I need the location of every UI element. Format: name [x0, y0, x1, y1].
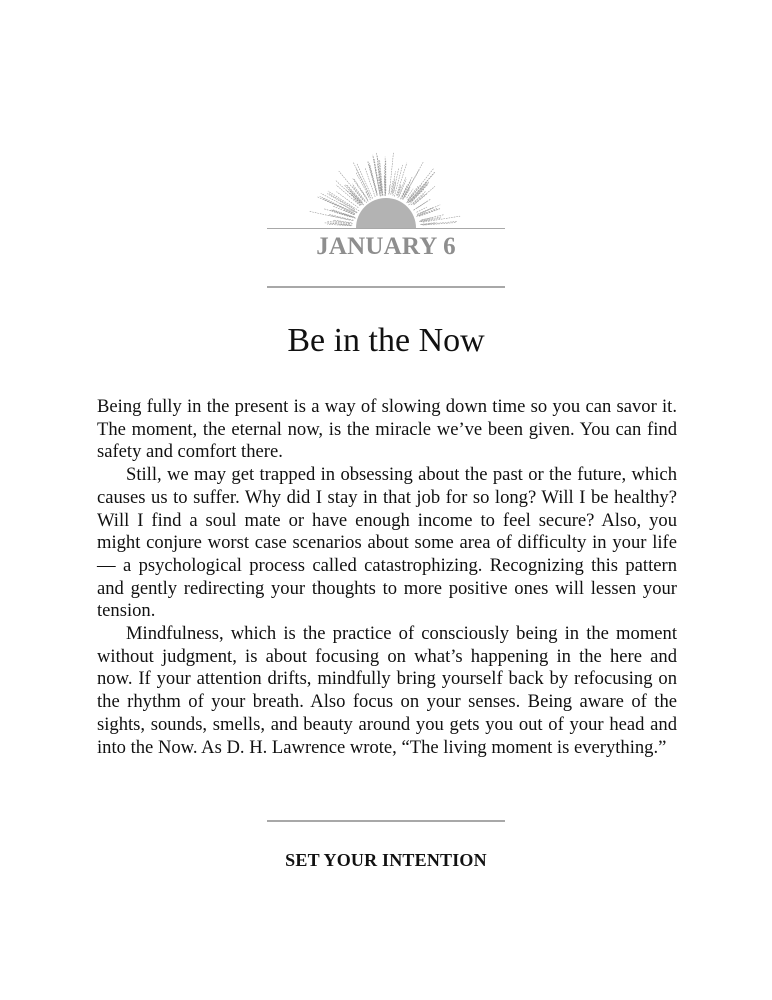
body-text	[97, 396, 677, 759]
paragraph-1: Being fully in the present is a way of slowing down time so you can savor it. The moment, the eternal now, is the miracle we’ve been given. You can find safety and comfort there.	[97, 396, 677, 463]
header-top-rule	[267, 228, 505, 229]
sun-ray	[352, 178, 368, 202]
section-divider	[267, 820, 505, 822]
sun-ray	[339, 171, 363, 200]
sun-ray	[410, 182, 428, 202]
paragraph-3: Mindfulness, which is the practice of consciously being in the moment without judgment, is about focusing on what’s happening in the here and now. If your attention drifts, mindfully bring yourself back by refocusing on the rhythm of your breath. Also focus on your senses. Being aware of the sights, sounds, smells, and beauty around you gets you out of your head and into the Now. As D. H. Lawrence wrote, “The living moment is everything.”	[97, 623, 677, 758]
page-date: JANUARY 6	[316, 233, 456, 260]
sun-ray	[320, 196, 353, 212]
sun-ray	[324, 200, 352, 213]
set-intention-heading: SET YOUR INTENTION	[285, 850, 487, 870]
sun-ray	[423, 216, 460, 222]
sun-ray	[329, 214, 353, 220]
sun-ray	[392, 172, 396, 193]
sun-ray	[321, 193, 356, 212]
sunrise-icon	[300, 150, 472, 230]
sun-ray	[419, 217, 441, 222]
sun-ray	[417, 209, 437, 217]
header-bottom-rule	[267, 286, 505, 288]
paragraph-2: Still, we may get trapped in obsessing about the past or the future, which causes us to suffer. Why did I stay in that job for so long? Will I be healthy? Will I find a soul mate or have enough income to feel secure? Also, you might conjure worst case scenarios about some area of difficulty in your life — a psychological process called catastrophizing. Recognizing this pattern and gently redirecting your thoughts to more positive ones will lessen your tension.	[97, 464, 677, 622]
sun-ray	[353, 162, 369, 194]
page-title: Be in the Now	[287, 322, 485, 359]
